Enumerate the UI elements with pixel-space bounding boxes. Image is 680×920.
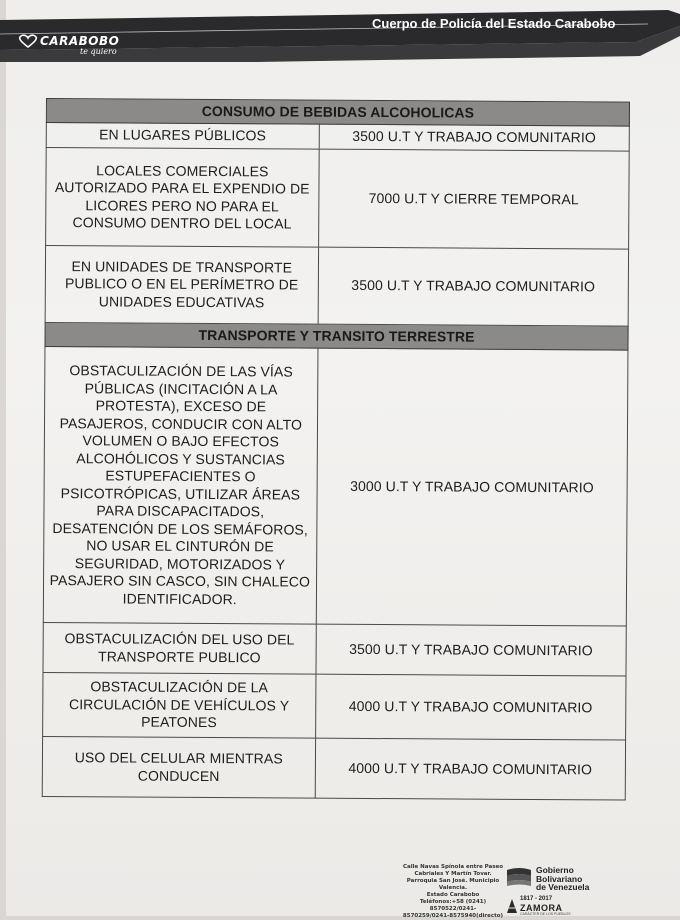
- address-line: Cabriales Y Martín Tovar.: [414, 871, 492, 877]
- penalty-cell: 7000 U.T Y CIERRE TEMPORAL: [318, 149, 629, 249]
- table-row: [46, 148, 630, 250]
- footer-address: [398, 864, 508, 920]
- zamora-years: 1817 - 2017: [520, 896, 553, 902]
- government-logo: [506, 864, 606, 916]
- section-title: CONSUMO DE BEBIDAS ALCOHOLICAS: [46, 99, 629, 127]
- address-line: Teléfonos:+58 (0241) 8570522/0241-: [419, 899, 487, 912]
- table-row: [43, 346, 628, 626]
- section-header-row: [46, 99, 629, 127]
- table-row: [42, 736, 625, 800]
- address-line: Calle Navas Spínola entre Paseo: [403, 864, 503, 870]
- offense-cell: EN LUGARES PÚBLICOS: [46, 123, 319, 150]
- address-line: 8570259/0241-8575940(directo): [402, 913, 504, 919]
- table-row: [43, 672, 626, 740]
- address-line: Estado Carabobo: [426, 892, 480, 898]
- carabobo-logo: [18, 34, 128, 60]
- gov-line: Gobierno: [536, 865, 574, 875]
- address-line: Parroquia San José. Municipio Valencia.: [406, 878, 500, 891]
- fines-table: [42, 98, 630, 801]
- offense-cell: USO DEL CELULAR MIENTRAS CONDUCEN: [42, 736, 315, 798]
- venezuela-flag-icon: [506, 866, 532, 886]
- offense-cell: LOCALES COMERCIALES AUTORIZADO PARA EL EXPENDIO DE LICORES PERO NO PARA EL CONSUMO DENTRO DEL LOCAL: [46, 148, 319, 248]
- offense-cell: OBSTACULIZACIÓN DEL USO DEL TRANSPORTE PUBLICO: [43, 622, 316, 674]
- penalty-cell: 3500 U.T Y TRABAJO COMUNITARIO: [318, 247, 629, 326]
- penalty-cell: 4000 U.T Y TRABAJO COMUNITARIO: [315, 674, 626, 740]
- section-title: TRANSPORTE Y TRANSITO TERRESTRE: [45, 322, 628, 350]
- page-header: [0, 10, 680, 62]
- section-header-row: [45, 322, 628, 350]
- penalty-cell: 4000 U.T Y TRABAJO COMUNITARIO: [315, 738, 626, 800]
- government-name: [536, 866, 589, 892]
- table-row: [43, 622, 626, 676]
- heart-icon: [18, 34, 38, 48]
- zamora-logo: [506, 896, 576, 916]
- header-title: Cuerpo de Policía del Estado Carabobo: [372, 16, 616, 31]
- penalty-cell: 3500 U.T Y TRABAJO COMUNITARIO: [319, 124, 630, 151]
- gov-line: de Venezuela: [536, 882, 590, 892]
- offense-cell: OBSTACULIZACIÓN DE LAS VÍAS PÚBLICAS (INCITACIÓN A LA PROTESTA), EXCESO DE PASAJEROS, CONDUCIR CON ALTO VOLUMEN O BAJO EFECTOS ALCOHÓLICOS Y SUSTANCIAS ESTUPEFACIENTES O PSICOTRÓPICAS, UTILIZAR ÁREAS PARA DISCAPACITADOS, DESATENCIÓN DE LOS SEMÁFOROS, NO USAR EL CINTURÓN DE SEGURIDAD, MOTORIZADOS Y PASAJERO SIN CASCO, SIN CHALECO IDENTIFICADOR.: [43, 346, 317, 624]
- zamora-name: ZAMORA: [520, 903, 563, 913]
- table-row: [46, 123, 629, 152]
- zamora-emblem-icon: [506, 898, 518, 914]
- offense-cell: OBSTACULIZACIÓN DE LA CIRCULACIÓN DE VEHÍCULOS Y PEATONES: [43, 672, 316, 738]
- gov-line: Bolivariano: [536, 873, 583, 884]
- penalty-cell: 3500 U.T Y TRABAJO COMUNITARIO: [316, 624, 627, 676]
- zamora-subtitle: CARÁCTER DE LOS PUEBLOS: [520, 912, 571, 916]
- offense-cell: EN UNIDADES DE TRANSPORTE PUBLICO O EN EL PERÍMETRO DE UNIDADES EDUCATIVAS: [45, 246, 318, 325]
- penalty-cell: 3000 U.T Y TRABAJO COMUNITARIO: [316, 348, 628, 626]
- logo-text: CARABOBO: [40, 34, 120, 48]
- table-row: [45, 246, 628, 327]
- logo-subtitle: te quiero: [80, 47, 117, 56]
